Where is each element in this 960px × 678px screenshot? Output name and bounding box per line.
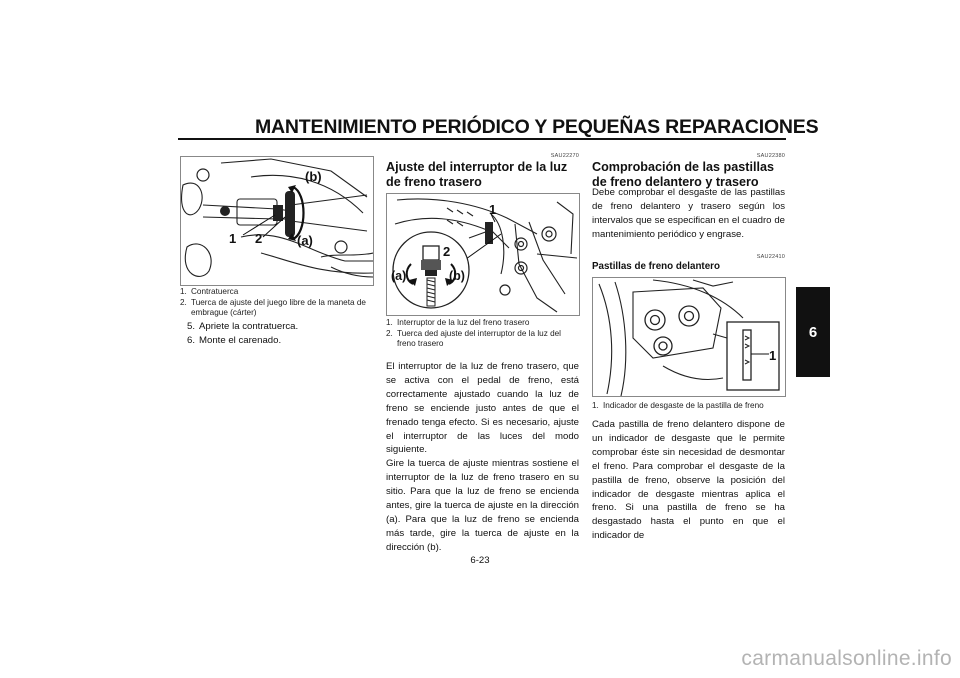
- figure-label-1: 1: [229, 231, 237, 246]
- section-code: SAU22270: [550, 153, 579, 159]
- figure-captions: [592, 401, 785, 412]
- brake-light-switch-figure: [386, 193, 580, 316]
- figure-label-a: (a): [297, 233, 313, 248]
- figure-captions: [180, 287, 374, 319]
- brake-light-switch-illustration: [387, 194, 579, 315]
- header-rule: [178, 138, 786, 140]
- section-body: [386, 360, 579, 555]
- clutch-adjuster-figure: [180, 156, 374, 286]
- page-title: MANTENIMIENTO PERIÓDICO Y PEQUEÑAS REPARACIONES: [255, 116, 819, 138]
- figure-label-2: 2: [443, 244, 451, 259]
- caption-item: 1. Contratuerca: [180, 287, 239, 296]
- section-intro: Debe comprobar el desgaste de las pastillas de freno delantero y trasero según los intervalos que se especifican en el cuadro de mantenimiento periódico y engrase.: [592, 187, 785, 240]
- body-paragraph: El interruptor de la luz de freno trasero, que se activa con el pedal de freno, está correctamente ajustado cuando la luz de freno se enciende justo antes de que el frenado tenga efecto. Si es necesario, ajuste el interruptor de las luces del modo siguiente.: [386, 361, 579, 456]
- brake-pad-figure: [592, 277, 786, 397]
- page-number: 6-23: [470, 555, 490, 566]
- watermark: carmanualsonline.info: [741, 647, 952, 670]
- caption-item: 1. Indicador de desgaste de la pastilla de freno: [592, 401, 764, 410]
- figure-label-b: (b): [449, 269, 465, 283]
- caption-item: 2. Tuerca ded ajuste del interruptor de la luz del freno trasero: [386, 328, 561, 348]
- section-subtitle: Pastillas de freno delantero: [592, 261, 720, 272]
- chapter-tab: [796, 287, 830, 377]
- figure-label-1: 1: [769, 348, 777, 363]
- chapter-tab-number: 6: [808, 323, 818, 341]
- section-code: SAU22410: [756, 254, 785, 260]
- caption-item: 2. Tuerca de ajuste del juego libre de la maneta de embrague (cárter): [180, 297, 366, 317]
- step-item: 5. Apriete la contratuerca.: [186, 321, 299, 332]
- brake-pad-illustration: [593, 278, 785, 396]
- figure-label-b: (b): [305, 169, 322, 184]
- caption-item: 1. Interruptor de la luz del freno trasero: [386, 318, 530, 327]
- section-title: Comprobación de las pastillas de freno delantero y trasero: [592, 160, 774, 189]
- figure-label-1: 1: [489, 202, 497, 217]
- step-item: 6. Monte el carenado.: [186, 334, 282, 346]
- section-code: SAU22380: [756, 153, 785, 159]
- figure-label-2: 2: [255, 231, 263, 246]
- section-body: Cada pastilla de freno delantero dispone de un indicador de desgaste que le permite comprobar éste sin necesidad de desmontar el freno. Para comprobar el desgaste de la pastilla de freno, observe la posición del indicador de desgaste mientras aplica el freno. Si una pastilla de freno se ha desgastado hasta el punto en que el indicador de: [592, 419, 785, 542]
- figure-captions: [386, 318, 579, 350]
- clutch-adjuster-illustration: [181, 157, 373, 285]
- body-paragraph: Gire la tuerca de ajuste mientras sostiene el interruptor de la luz de freno trasero en su sitio. Para que la luz de freno se encienda antes, gire la tuerca de ajuste en la dirección (a). Para que la luz de freno se encienda más tarde, gire la tuerca de ajuste en la dirección (b).: [386, 458, 579, 553]
- procedure-steps: [180, 320, 374, 348]
- section-title: Ajuste del interruptor de la luz de freno trasero: [386, 160, 568, 189]
- figure-label-a: (a): [391, 269, 407, 283]
